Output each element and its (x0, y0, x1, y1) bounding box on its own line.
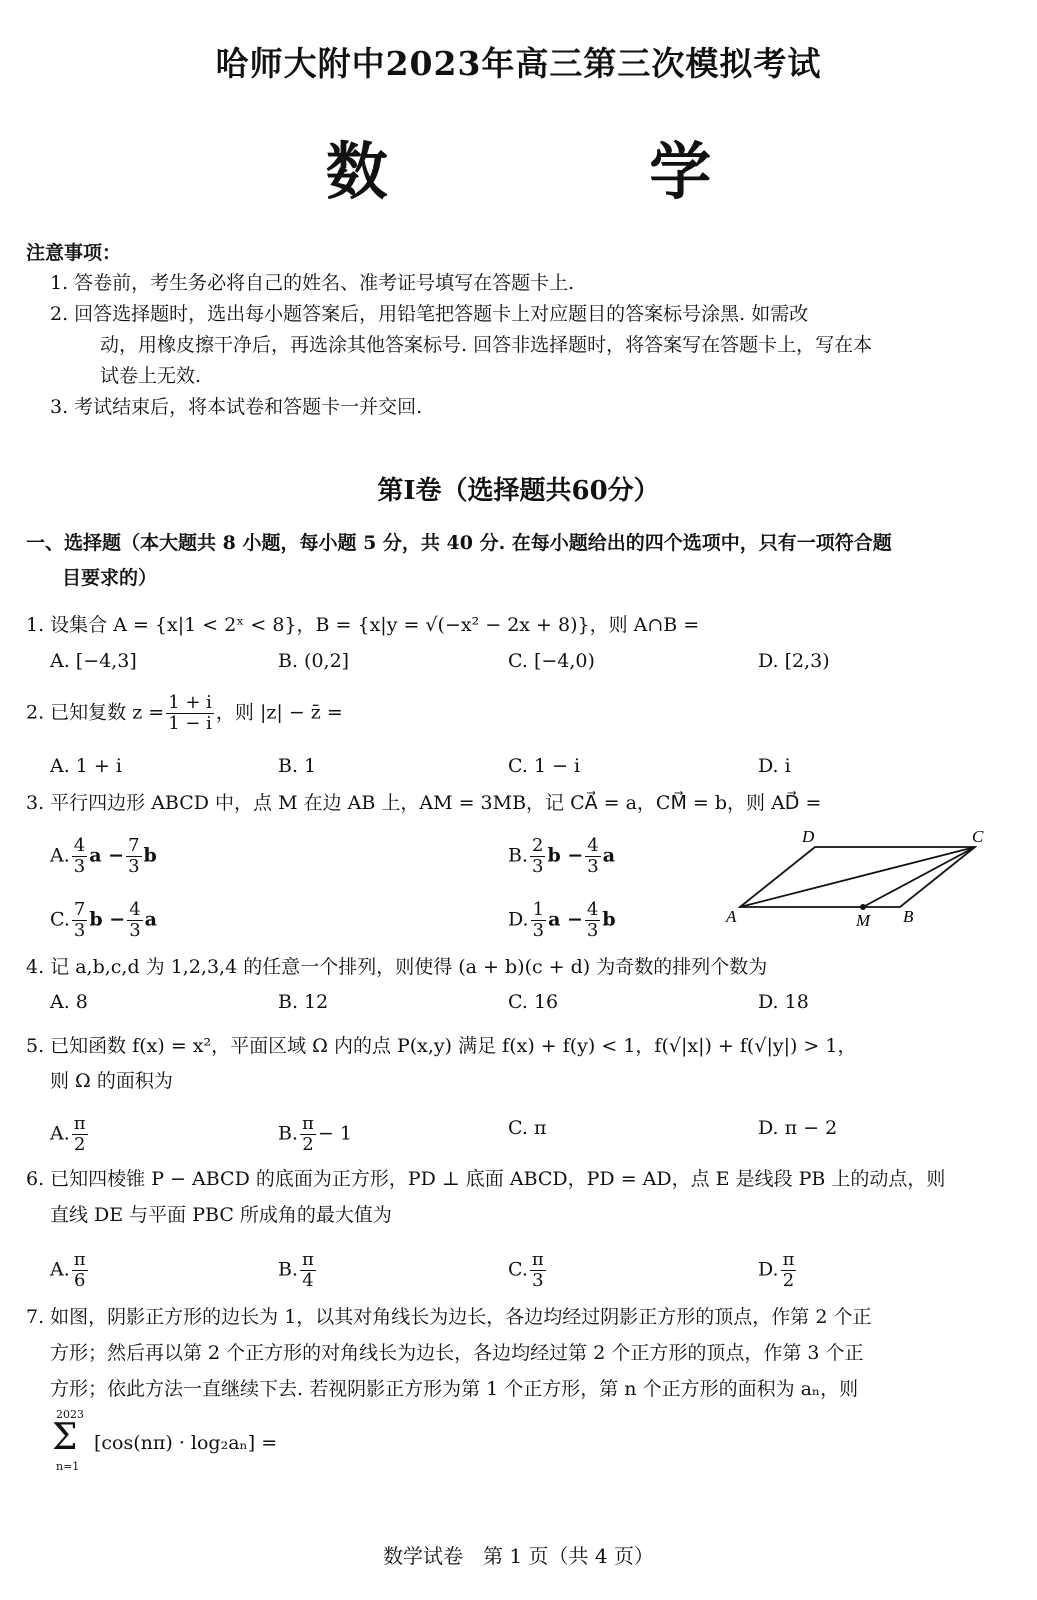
notice-item: 2. 回答选择题时，选出每小题答案后，用铅笔把答题卡上对应题目的答案标号涂黑. 如需改 (50, 303, 809, 325)
question-6-stem-cont: 直线 DE 与平面 PBC 所成角的最大值为 (50, 1204, 392, 1226)
exam-title: 哈师大附中2023年高三第三次模拟考试 (215, 44, 822, 83)
q6-option-c: C. $\frac{\pi}{3}$ (508, 1249, 544, 1291)
q5-option-d: D. π − 2 (758, 1117, 838, 1139)
parallelogram-figure (720, 822, 1000, 932)
q5-option-a: A. $\frac{\pi}{2}$ (50, 1113, 86, 1155)
q3-option-b: B. $\frac{2}{3}$ b − $\frac{4}{3}$ a (508, 835, 616, 877)
q1-option-a: A. [−4,3] (50, 650, 137, 672)
q3-option-a: A. $\frac{4}{3}$ a − $\frac{7}{3}$ b (50, 835, 157, 877)
q2-stem-post: ，则 |z| − z̄ = (215, 701, 343, 724)
q3-option-d: D. $\frac{1}{3}$ a − $\frac{4}{3}$ b (508, 899, 616, 941)
q4-option-c: C. 16 (508, 991, 559, 1013)
page-footer: 数学试卷 第 1 页（共 4 页） (383, 1544, 654, 1568)
segment-cm (863, 847, 975, 907)
q6-option-d: D. $\frac{\pi}{2}$ (758, 1249, 795, 1291)
q2-option-a: A. 1 + i (50, 755, 122, 777)
label-c: C (972, 827, 984, 846)
q4-option-d: D. 18 (758, 991, 809, 1013)
q4-option-a: A. 8 (50, 991, 88, 1013)
question-1-stem: 1. 设集合 A = {x|1 < 2ˣ < 8}，B = {x|y = √(−x² − 2x + 8)}，则 A∩B = (26, 614, 700, 636)
question-7-stem-cont: 方形；依此方法一直继续下去. 若视阴影正方形为第 1 个正方形，第 n 个正方形的面积为 aₙ，则 (50, 1378, 859, 1400)
q1-option-d: D. [2,3) (758, 650, 830, 672)
q2-option-d: D. i (758, 755, 791, 777)
notice-item: 3. 考试结束后，将本试卷和答题卡一并交回. (50, 396, 423, 418)
label-a: A (726, 907, 737, 926)
point-m (860, 904, 866, 910)
subject-title: 数 学 (325, 135, 832, 208)
notice-item: 动，用橡皮擦干净后，再选涂其他答案标号. 回答非选择题时，将答案写在答题卡上，写在本 (100, 334, 873, 356)
q5-option-c: C. π (508, 1117, 547, 1139)
part-heading: 一、选择题（本大题共 8 小题，每小题 5 分，共 40 分. 在每小题给出的四个选项中，只有一项符合题 (26, 532, 892, 554)
notice-item: 1. 答卷前，考生务必将自己的姓名、准考证号填写在答题卡上. (50, 272, 575, 294)
sum-expression: [cos(nπ) · log₂aₙ] = (94, 1432, 278, 1454)
q5-option-b: B. $\frac{\pi}{2}$ − 1 (278, 1113, 352, 1155)
q6-option-b: B. $\frac{\pi}{4}$ (278, 1249, 314, 1291)
notice-item: 试卷上无效. (100, 365, 202, 387)
question-2-stem (26, 693, 343, 734)
sum-lower-limit: n=1 (56, 1460, 80, 1473)
question-5-stem: 5. 已知函数 f(x) = x²，平面区域 Ω 内的点 P(x,y) 满足 f(x) + f(y) < 1，f(√|x|) + f(√|y|) > 1， (26, 1035, 857, 1057)
q6-option-a: A. $\frac{\pi}{6}$ (50, 1249, 86, 1291)
q1-option-c: C. [−4,0) (508, 650, 595, 672)
question-5-stem-cont: 则 Ω 的面积为 (50, 1070, 173, 1092)
question-4-stem: 4. 记 a,b,c,d 为 1,2,3,4 的任意一个排列，则使得 (a + b)(c + d) 为奇数的排列个数为 (26, 956, 768, 978)
q2-option-b: B. 1 (278, 755, 317, 777)
sum-symbol: Σ (52, 1417, 78, 1458)
notice-label: 注意事项： (26, 242, 122, 264)
q2-option-c: C. 1 − i (508, 755, 581, 777)
q2-stem-pre: 2. 已知复数 z = (26, 701, 165, 724)
part-heading-cont: 目要求的） (62, 567, 158, 589)
question-7-stem: 7. 如图，阴影正方形的边长为 1，以其对角线长为边长，各边均经过阴影正方形的顶点，作第 2 个正 (26, 1306, 872, 1328)
q2-fraction: $\frac{1 + i}{1 - i}$ (168, 692, 212, 734)
label-d: D (802, 827, 815, 846)
question-7-stem-cont: 方形；然后再以第 2 个正方形的对角线长为边长，各边均经过第 2 个正方形的顶点，作第 3 个正 (50, 1342, 864, 1364)
diagonal-ac (740, 847, 975, 907)
q4-option-b: B. 12 (278, 991, 329, 1013)
section-title: 第Ⅰ卷（选择题共60分） (377, 476, 660, 506)
q1-option-b: B. (0,2] (278, 650, 350, 672)
label-m: M (856, 911, 871, 930)
sum-upper-limit: 2023 (56, 1408, 84, 1421)
label-b: B (903, 907, 914, 926)
question-6-stem: 6. 已知四棱锥 P − ABCD 的底面为正方形，PD ⊥ 底面 ABCD，PD = AD，点 E 是线段 PB 上的动点，则 (26, 1168, 946, 1190)
question-3-stem: 3. 平行四边形 ABCD 中，点 M 在边 AB 上，AM = 3MB，记 CA⃗ = a，CM⃗ = b，则 AD⃗ = (26, 792, 822, 814)
q3-option-c: C. $\frac{7}{3}$ b − $\frac{4}{3}$ a (50, 899, 157, 941)
